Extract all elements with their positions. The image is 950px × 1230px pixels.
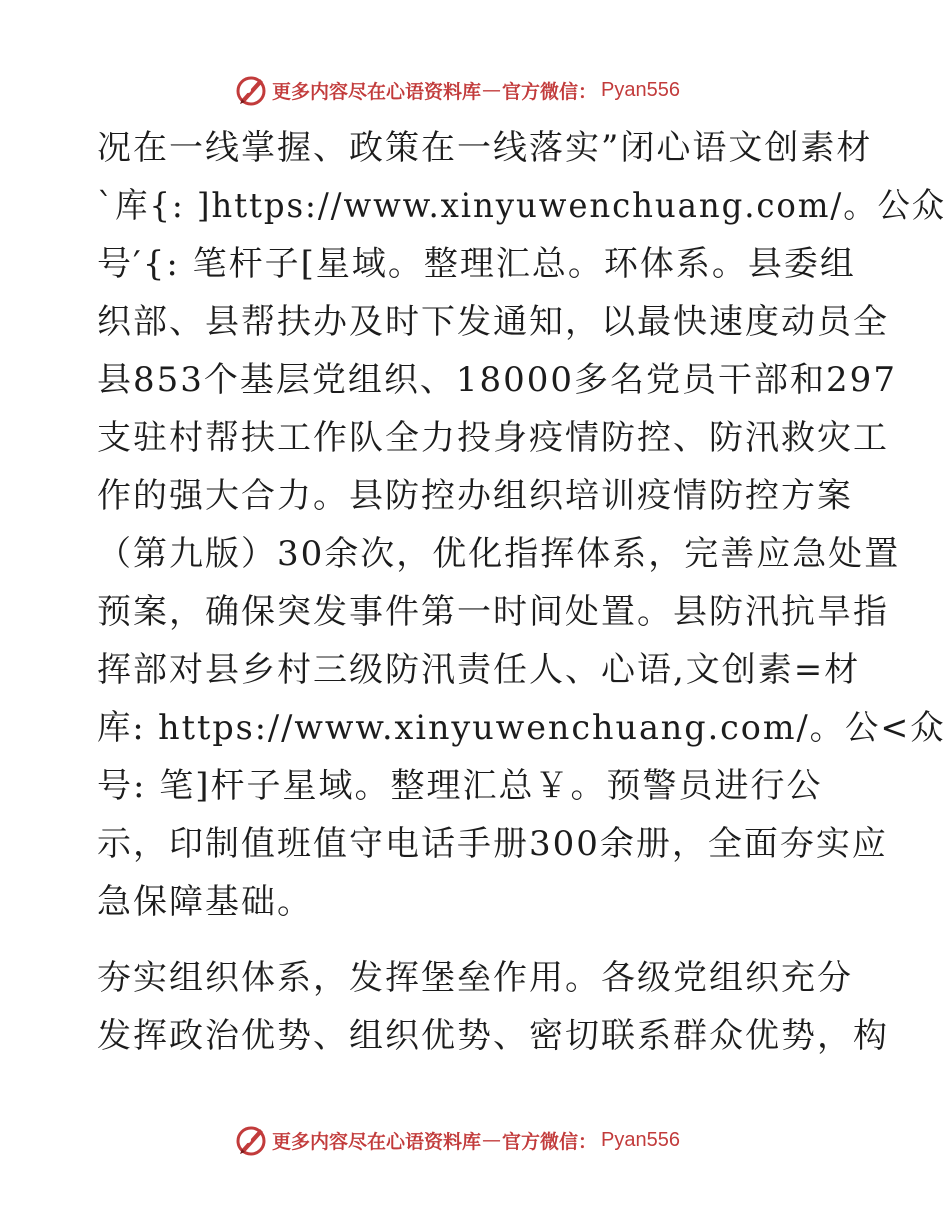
- body-line: 号′{: 笔杆子[星域。整理汇总。环体系。县委组: [97, 244, 856, 284]
- body-line: 支驻村帮扶工作队全力投身疫情防控、防汛救灾工: [97, 418, 889, 458]
- body-line: 发挥政治优势、组织优势、密切联系群众优势，构: [97, 1016, 889, 1056]
- body-line: 作的强大合力。县防控办组织培训疫情防控方案: [97, 476, 853, 516]
- body-line: 急保障基础。: [97, 882, 313, 922]
- body-line: 示，印制值班值守电话手册300余册，全面夯实应: [97, 824, 888, 864]
- header-wechat-label: 官方微信：: [502, 80, 598, 103]
- body-line: 织部、县帮扶办及时下发通知，以最快速度动员全: [97, 302, 889, 342]
- pen-logo-icon: [234, 1123, 268, 1157]
- footer-promo-text: 更多内容尽在心语资料库: [272, 1130, 482, 1153]
- footer-wechat-id: Pyan556: [601, 1128, 680, 1151]
- body-line: 预案，确保突发事件第一时间处置。县防汛抗旱指: [97, 592, 889, 632]
- body-line: 挥部对县乡村三级防汛责任人、心语,文创素=材: [97, 650, 861, 690]
- body-line: 况在一线掌握、政策在一线落实”闭心语文创素材: [97, 128, 873, 168]
- header-wechat-id: Pyan556: [601, 78, 680, 101]
- body-line: 县853个基层党组织、18000多名党员干部和297: [97, 360, 897, 400]
- footer-banner: [234, 1122, 680, 1158]
- body-line: 库: https://www.xinyuwenchuang.com/。公<众: [97, 708, 946, 748]
- body-line: （第九版）30余次，优化指挥体系，完善应急处置: [97, 534, 901, 574]
- footer-wechat-label: 官方微信：: [502, 1130, 598, 1153]
- footer-separator: —: [482, 1129, 502, 1151]
- header-promo-text: 更多内容尽在心语资料库: [272, 80, 482, 103]
- body-line: `库{: ]https://www.xinyuwenchuang.com/。公众: [97, 186, 946, 226]
- header-banner: [234, 72, 680, 108]
- body-line: 号: 笔]杆子星域。整理汇总￥。预警员进行公: [97, 766, 823, 806]
- pen-logo-icon: [234, 73, 268, 107]
- body-line: 夯实组织体系，发挥堡垒作用。各级党组织充分: [97, 958, 853, 998]
- header-separator: —: [482, 79, 502, 101]
